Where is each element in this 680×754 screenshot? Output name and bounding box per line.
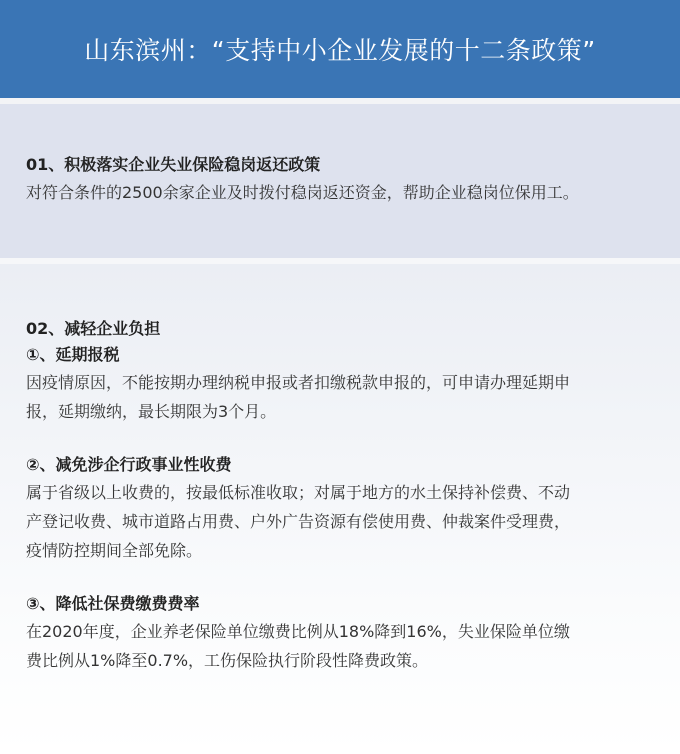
policy-2-item-deferred-tax bbox=[26, 342, 666, 426]
item-text-line: 因疫情原因，不能按期办理纳税申报或者扣缴税款申报的，可申请办理延期申 bbox=[26, 373, 571, 392]
item-text-line: 报，延期缴纳，最长期限为3个月。 bbox=[26, 402, 277, 421]
item-text-line: 产登记收费、城市道路占用费、户外广告资源有偿使用费、仲裁案件受理费， bbox=[26, 512, 571, 531]
page-title: 山东滨州：“支持中小企业发展的十二条政策” bbox=[84, 36, 596, 65]
item-title: ①、延期报税 bbox=[26, 345, 120, 364]
policy-section-1 bbox=[0, 104, 680, 258]
policy-2-heading: 02、减轻企业负担 bbox=[26, 319, 161, 338]
policy-1-heading: 01、积极落实企业失业保险稳岗返还政策 bbox=[26, 155, 321, 174]
header-banner bbox=[0, 0, 680, 98]
item-text-line: 属于省级以上收费的，按最低标准收取；对属于地方的水土保持补偿费、不动 bbox=[26, 483, 571, 502]
policy-1-text: 对符合条件的2500余家企业及时拨付稳岗返还资金，帮助企业稳岗位保用工。 bbox=[26, 183, 579, 202]
item-text-line: 疫情防控期间全部免除。 bbox=[26, 541, 203, 560]
item-title: ②、减免涉企行政事业性收费 bbox=[26, 455, 232, 474]
item-title: ③、降低社保费缴费费率 bbox=[26, 594, 200, 613]
item-text-line: 费比例从1%降至0.7%，工伤保险执行阶段性降费政策。 bbox=[26, 651, 429, 670]
item-text-line: 在2020年度，企业养老保险单位缴费比例从18%降到16%，失业保险单位缴 bbox=[26, 622, 570, 641]
policy-2-item-social-insurance bbox=[26, 591, 666, 675]
policy-2-item-fee-waiver bbox=[26, 452, 666, 565]
policy-section-2 bbox=[0, 264, 680, 754]
